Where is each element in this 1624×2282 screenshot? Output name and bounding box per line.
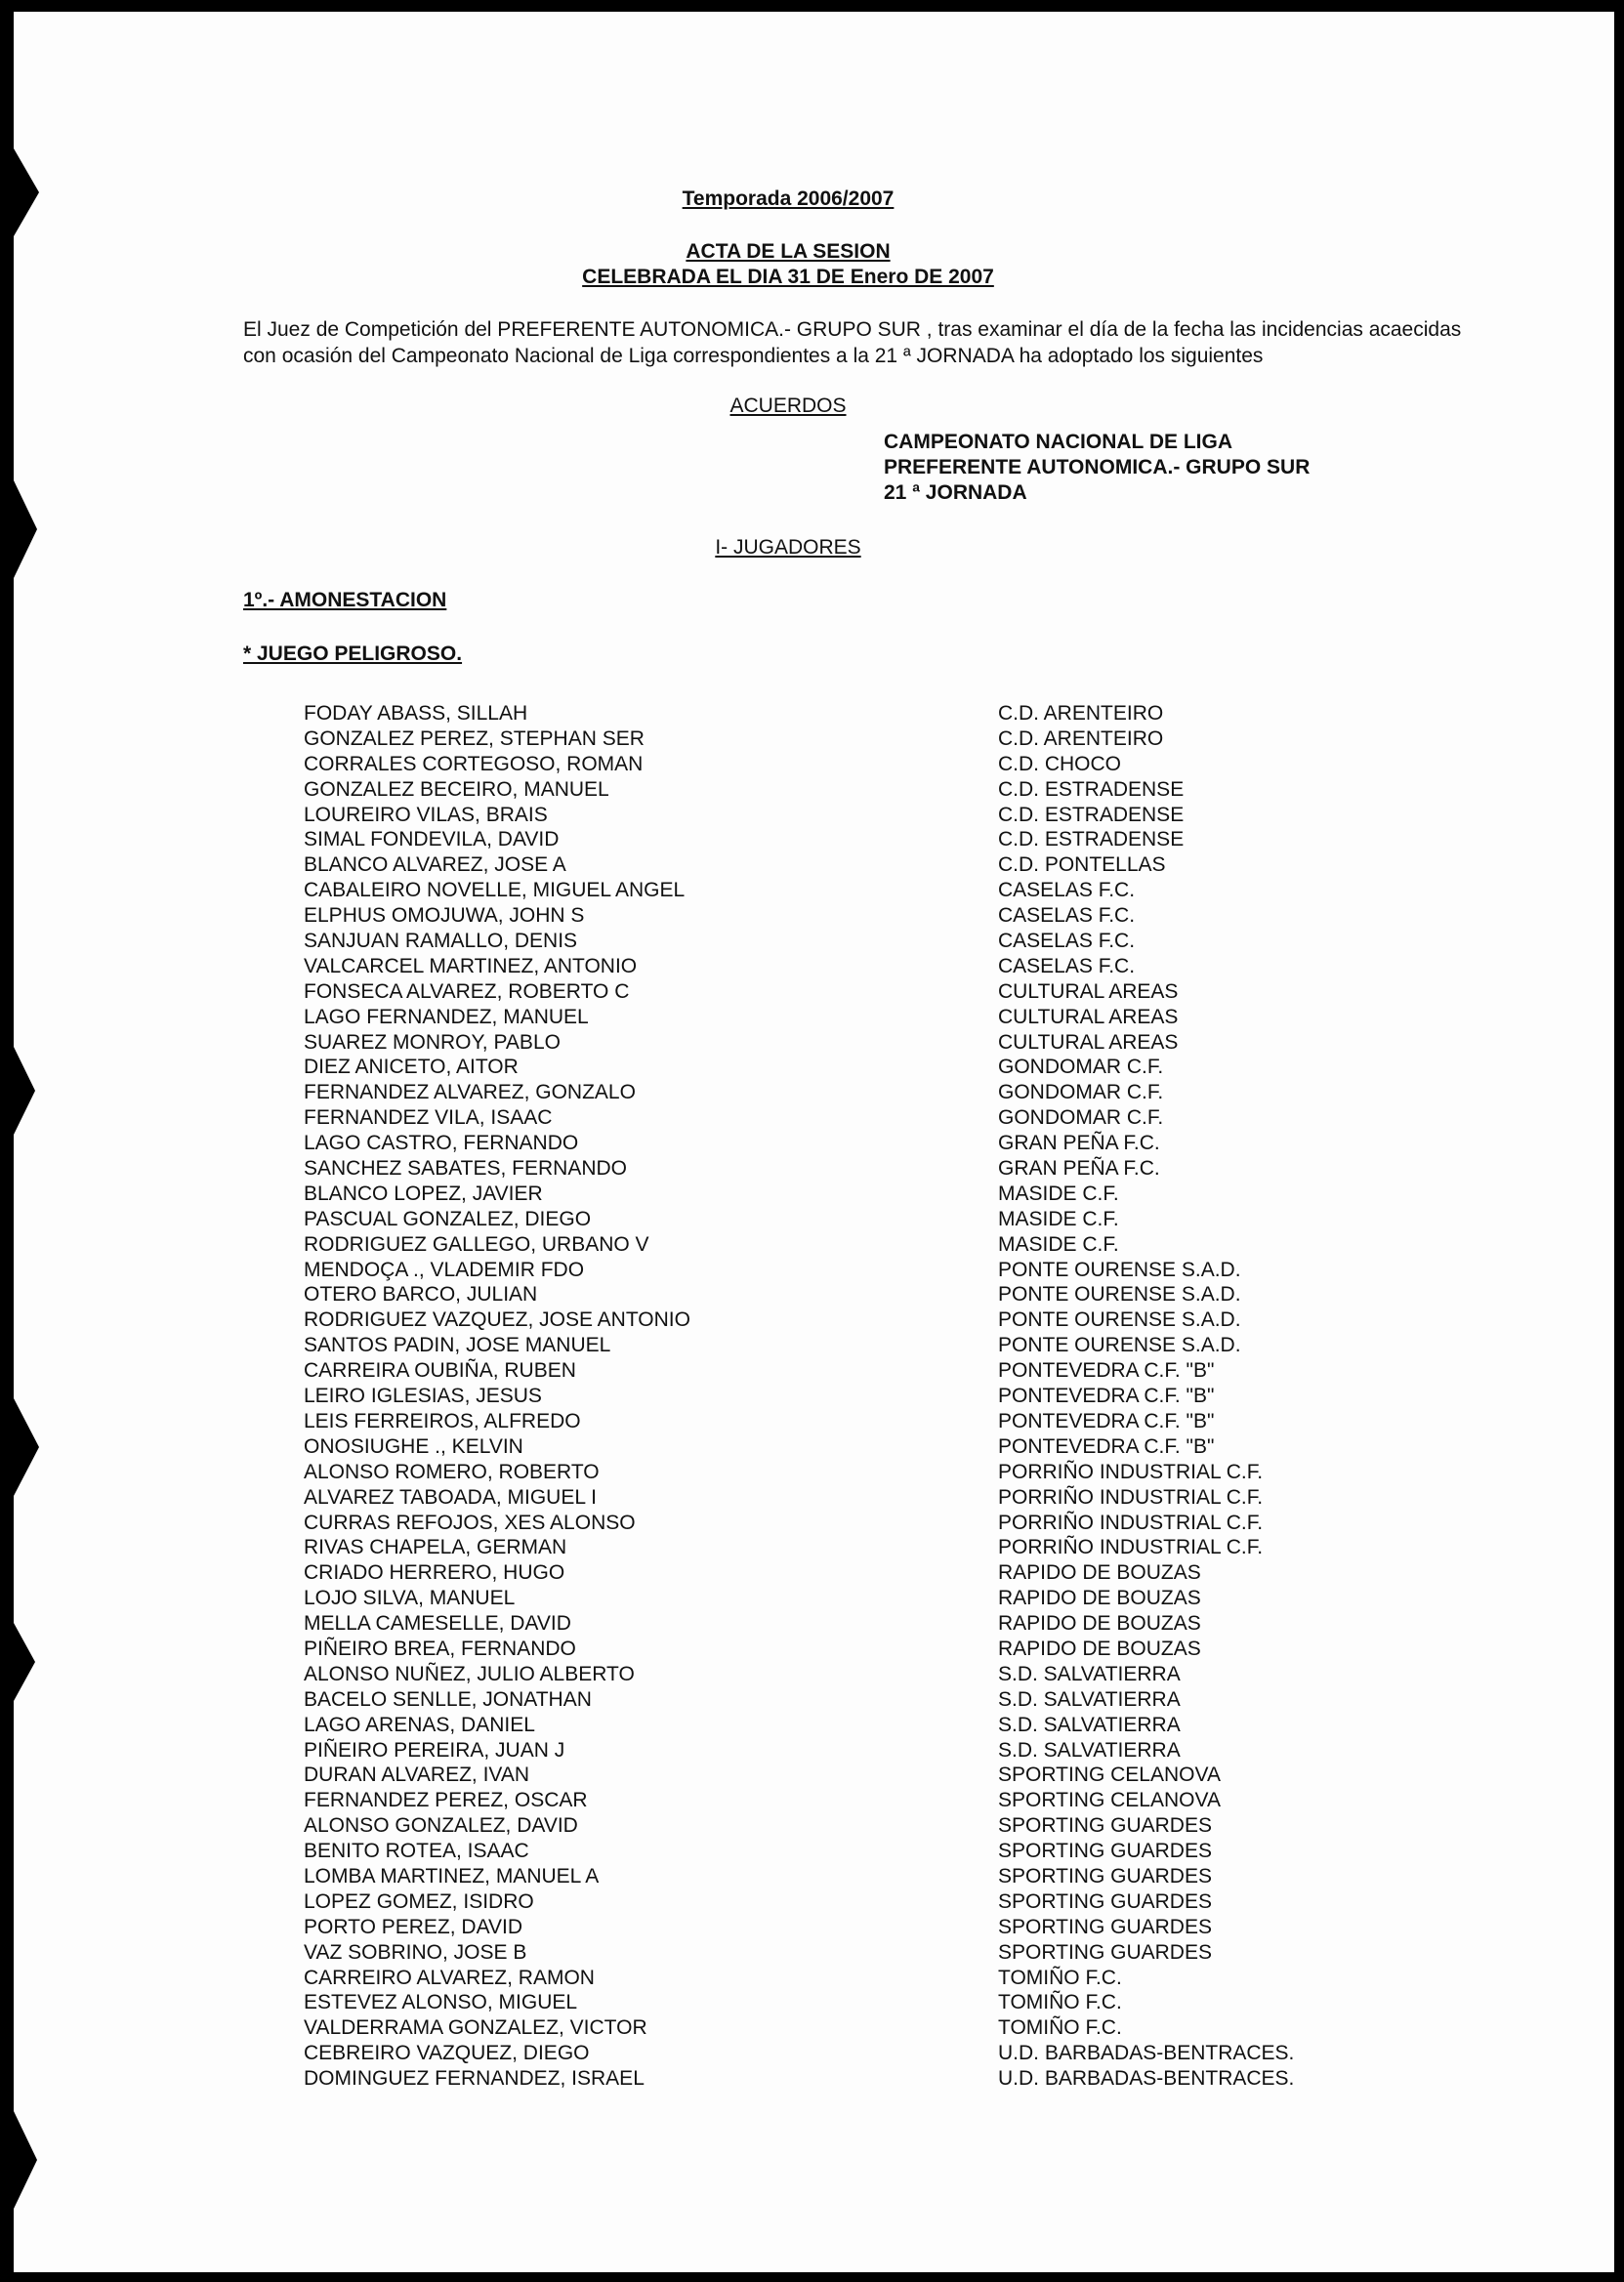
player-name: BLANCO LOPEZ, JAVIER: [304, 1182, 543, 1205]
list-item: [304, 1080, 1378, 1105]
document-page: [14, 12, 1614, 2272]
player-name: PIÑEIRO BREA, FERNANDO: [304, 1637, 576, 1660]
list-item: [304, 1813, 1378, 1839]
player-name: LOPEZ GOMEZ, ISIDRO: [304, 1889, 534, 1913]
player-name: ONOSIUGHE ., KELVIN: [304, 1434, 523, 1458]
player-club: SPORTING CELANOVA: [998, 1789, 1221, 1812]
player-name: FERNANDEZ ALVAREZ, GONZALO: [304, 1081, 636, 1104]
list-item: [304, 1637, 1378, 1662]
list-item: [304, 2066, 1378, 2092]
player-list: [304, 701, 1378, 2092]
player-club: MASIDE C.F.: [998, 1207, 1119, 1230]
list-item: [304, 1738, 1378, 1763]
list-item: [304, 1182, 1378, 1207]
list-item: [304, 1030, 1378, 1056]
player-name: FERNANDEZ VILA, ISAAC: [304, 1106, 553, 1130]
player-club: S.D. SALVATIERRA: [998, 1662, 1181, 1685]
player-club: GONDOMAR C.F.: [998, 1081, 1164, 1104]
player-club: PONTE OURENSE S.A.D.: [998, 1258, 1241, 1281]
player-club: PONTEVEDRA C.F. "B": [998, 1409, 1215, 1432]
player-club: SPORTING GUARDES: [998, 1889, 1212, 1913]
player-name: FERNANDEZ PEREZ, OSCAR: [304, 1789, 588, 1812]
player-club: CASELAS F.C.: [998, 879, 1136, 902]
player-club: SPORTING GUARDES: [998, 1840, 1212, 1863]
list-item: [304, 1232, 1378, 1258]
torn-edge: [14, 2111, 37, 2209]
player-name: BLANCO ALVAREZ, JOSE A: [304, 853, 566, 877]
player-name: VAZ SOBRINO, JOSE B: [304, 1940, 527, 1964]
reason-title: * JUEGO PELIGROSO.: [243, 643, 463, 665]
player-name: FONSECA ALVAREZ, ROBERTO C: [304, 979, 630, 1003]
player-name: SANTOS PADIN, JOSE MANUEL: [304, 1334, 611, 1357]
torn-edge: [14, 1047, 35, 1135]
player-name: ELPHUS OMOJUWA, JOHN S: [304, 904, 585, 928]
player-club: PONTE OURENSE S.A.D.: [998, 1283, 1241, 1307]
list-item: [304, 1864, 1378, 1889]
player-club: MASIDE C.F.: [998, 1232, 1119, 1256]
player-name: PORTO PEREZ, DAVID: [304, 1915, 523, 1938]
player-name: ALVAREZ TABOADA, MIGUEL I: [304, 1485, 597, 1509]
list-item: [304, 1586, 1378, 1611]
list-item: [304, 1535, 1378, 1560]
player-name: GONZALEZ PEREZ, STEPHAN SER: [304, 726, 645, 750]
player-name: LAGO FERNANDEZ, MANUEL: [304, 1005, 589, 1028]
player-name: BENITO ROTEA, ISAAC: [304, 1840, 529, 1863]
player-club: CASELAS F.C.: [998, 954, 1136, 977]
player-club: GRAN PEÑA F.C.: [998, 1132, 1160, 1155]
player-club: S.D. SALVATIERRA: [998, 1713, 1181, 1736]
list-item: [304, 1485, 1378, 1511]
player-name: DOMINGUEZ FERNANDEZ, ISRAEL: [304, 2067, 645, 2091]
player-club: TOMIÑO F.C.: [998, 2016, 1122, 2040]
player-name: ALONSO GONZALEZ, DAVID: [304, 1814, 578, 1838]
player-name: LOMBA MARTINEZ, MANUEL A: [304, 1864, 600, 1888]
player-club: CULTURAL AREAS: [998, 979, 1179, 1003]
season-title: Temporada 2006/2007: [682, 187, 895, 210]
sanction-title: 1º.- AMONESTACION: [243, 589, 447, 611]
player-club: TOMIÑO F.C.: [998, 1966, 1122, 1989]
player-club: CASELAS F.C.: [998, 904, 1136, 928]
list-item: [304, 1358, 1378, 1384]
player-club: RAPIDO DE BOUZAS: [998, 1612, 1201, 1636]
player-name: FODAY ABASS, SILLAH: [304, 702, 528, 725]
player-name: CARREIRA OUBIÑA, RUBEN: [304, 1359, 576, 1383]
list-item: [304, 1055, 1378, 1080]
player-name: PIÑEIRO PEREIRA, JUAN J: [304, 1738, 565, 1762]
list-item: [304, 903, 1378, 929]
list-item: [304, 979, 1378, 1005]
list-item: [304, 1839, 1378, 1864]
list-item: [304, 1713, 1378, 1738]
player-name: VALDERRAMA GONZALEZ, VICTOR: [304, 2016, 647, 2040]
acta-title: ACTA DE LA SESION: [686, 240, 891, 263]
player-club: MASIDE C.F.: [998, 1182, 1119, 1205]
list-item: [304, 2015, 1378, 2041]
list-item: [304, 1940, 1378, 1966]
player-name: PASCUAL GONZALEZ, DIEGO: [304, 1207, 592, 1230]
player-club: SPORTING GUARDES: [998, 1814, 1212, 1838]
competition-line-1: CAMPEONATO NACIONAL DE LIGA: [884, 431, 1233, 453]
player-name: SANCHEZ SABATES, FERNANDO: [304, 1157, 627, 1181]
list-item: [304, 752, 1378, 777]
player-name: LOUREIRO VILAS, BRAIS: [304, 803, 548, 826]
player-club: PONTEVEDRA C.F. "B": [998, 1434, 1215, 1458]
player-club: C.D. ARENTEIRO: [998, 726, 1164, 750]
player-club: C.D. ARENTEIRO: [998, 702, 1164, 725]
player-name: GONZALEZ BECEIRO, MANUEL: [304, 777, 609, 801]
list-item: [304, 803, 1378, 828]
list-item: [304, 1889, 1378, 1915]
player-club: CULTURAL AREAS: [998, 1005, 1179, 1028]
player-club: PORRIÑO INDUSTRIAL C.F.: [998, 1485, 1264, 1509]
list-item: [304, 1409, 1378, 1434]
player-club: GRAN PEÑA F.C.: [998, 1157, 1160, 1181]
player-name: LOJO SILVA, MANUEL: [304, 1587, 516, 1610]
player-name: SIMAL FONDEVILA, DAVID: [304, 828, 560, 851]
player-name: CRIADO HERRERO, HUGO: [304, 1561, 565, 1585]
player-name: VALCARCEL MARTINEZ, ANTONIO: [304, 954, 638, 977]
competition-block: [884, 430, 1310, 506]
player-name: CARREIRO ALVAREZ, RAMON: [304, 1966, 595, 1989]
list-item: [304, 1131, 1378, 1156]
player-name: SUAREZ MONROY, PABLO: [304, 1030, 561, 1054]
player-name: OTERO BARCO, JULIAN: [304, 1283, 538, 1307]
player-name: DIEZ ANICETO, AITOR: [304, 1056, 519, 1079]
player-club: S.D. SALVATIERRA: [998, 1738, 1181, 1762]
player-club: PONTEVEDRA C.F. "B": [998, 1359, 1215, 1383]
list-item: [304, 1915, 1378, 1940]
player-club: PORRIÑO INDUSTRIAL C.F.: [998, 1536, 1264, 1559]
list-item: [304, 954, 1378, 979]
player-club: RAPIDO DE BOUZAS: [998, 1561, 1201, 1585]
player-name: LEIRO IGLESIAS, JESUS: [304, 1385, 542, 1408]
player-club: U.D. BARBADAS-BENTRACES.: [998, 2042, 1295, 2065]
player-club: GONDOMAR C.F.: [998, 1106, 1164, 1130]
player-name: RODRIGUEZ VAZQUEZ, JOSE ANTONIO: [304, 1308, 690, 1332]
competition-line-3: 21 ª JORNADA: [884, 481, 1027, 504]
player-club: SPORTING GUARDES: [998, 1864, 1212, 1888]
player-name: ALONSO NUÑEZ, JULIO ALBERTO: [304, 1662, 635, 1685]
player-name: ALONSO ROMERO, ROBERTO: [304, 1460, 600, 1483]
list-item: [304, 1282, 1378, 1307]
player-name: CORRALES CORTEGOSO, ROMAN: [304, 752, 644, 775]
list-item: [304, 1687, 1378, 1713]
list-item: [304, 1207, 1378, 1232]
list-item: [304, 1005, 1378, 1030]
list-item: [304, 1384, 1378, 1409]
competition-line-2: PREFERENTE AUTONOMICA.- GRUPO SUR: [884, 456, 1311, 478]
list-item: [304, 1511, 1378, 1536]
list-item: [304, 1788, 1378, 1813]
torn-edge: [14, 480, 37, 578]
section-title: I- JUGADORES: [715, 536, 861, 559]
player-name: SANJUAN RAMALLO, DENIS: [304, 930, 578, 953]
list-item: [304, 1662, 1378, 1687]
list-item: [304, 1990, 1378, 2015]
list-item: [304, 929, 1378, 954]
list-item: [304, 1156, 1378, 1182]
player-club: C.D. ESTRADENSE: [998, 803, 1185, 826]
player-club: PORRIÑO INDUSTRIAL C.F.: [998, 1511, 1264, 1534]
acuerdos-heading: ACUERDOS: [729, 394, 847, 417]
player-name: ESTEVEZ ALONSO, MIGUEL: [304, 1991, 578, 2014]
list-item: [304, 1105, 1378, 1131]
torn-edge: [14, 1623, 35, 1701]
player-club: GONDOMAR C.F.: [998, 1056, 1164, 1079]
player-name: LEIS FERREIROS, ALFREDO: [304, 1409, 581, 1432]
intro-paragraph: El Juez de Competición del PREFERENTE AUTONOMICA.- GRUPO SUR , tras examinar el día de la fecha las incidencias acaecidas con ocasión del Campeonato Nacional de Liga correspondientes a la 21 ª JORNADA ha adoptado los siguientes: [243, 318, 1462, 367]
list-item: [304, 2041, 1378, 2066]
player-name: RIVAS CHAPELA, GERMAN: [304, 1536, 567, 1559]
player-club: C.D. ESTRADENSE: [998, 777, 1185, 801]
list-item: [304, 878, 1378, 903]
player-name: MELLA CAMESELLE, DAVID: [304, 1612, 571, 1636]
list-item: [304, 701, 1378, 726]
player-club: S.D. SALVATIERRA: [998, 1687, 1181, 1711]
list-item: [304, 1434, 1378, 1460]
player-club: PONTEVEDRA C.F. "B": [998, 1385, 1215, 1408]
player-club: PORRIÑO INDUSTRIAL C.F.: [998, 1460, 1264, 1483]
player-club: PONTE OURENSE S.A.D.: [998, 1334, 1241, 1357]
list-item: [304, 726, 1378, 752]
list-item: [304, 1560, 1378, 1586]
player-name: LAGO CASTRO, FERNANDO: [304, 1132, 579, 1155]
player-club: RAPIDO DE BOUZAS: [998, 1587, 1201, 1610]
list-item: [304, 777, 1378, 803]
player-club: C.D. ESTRADENSE: [998, 828, 1185, 851]
list-item: [304, 1966, 1378, 1991]
player-name: LAGO ARENAS, DANIEL: [304, 1713, 535, 1736]
player-name: CEBREIRO VAZQUEZ, DIEGO: [304, 2042, 590, 2065]
list-item: [304, 1307, 1378, 1333]
player-club: C.D. CHOCO: [998, 752, 1121, 775]
list-item: [304, 1333, 1378, 1358]
list-item: [304, 1611, 1378, 1637]
list-item: [304, 827, 1378, 852]
player-club: SPORTING CELANOVA: [998, 1763, 1221, 1787]
player-name: BACELO SENLLE, JONATHAN: [304, 1687, 592, 1711]
player-club: SPORTING GUARDES: [998, 1940, 1212, 1964]
player-name: RODRIGUEZ GALLEGO, URBANO V: [304, 1232, 649, 1256]
player-club: PONTE OURENSE S.A.D.: [998, 1308, 1241, 1332]
player-club: SPORTING GUARDES: [998, 1915, 1212, 1938]
player-name: MENDOÇA ., VLADEMIR FDO: [304, 1258, 585, 1281]
player-club: CULTURAL AREAS: [998, 1030, 1179, 1054]
player-club: RAPIDO DE BOUZAS: [998, 1637, 1201, 1660]
list-item: [304, 852, 1378, 878]
acta-date: CELEBRADA EL DIA 31 DE Enero DE 2007: [582, 266, 994, 288]
list-item: [304, 1763, 1378, 1788]
list-item: [304, 1258, 1378, 1283]
player-club: CASELAS F.C.: [998, 930, 1136, 953]
torn-edge: [14, 1398, 39, 1496]
list-item: [304, 1460, 1378, 1485]
player-club: TOMIÑO F.C.: [998, 1991, 1122, 2014]
player-club: U.D. BARBADAS-BENTRACES.: [998, 2067, 1295, 2091]
player-name: CURRAS REFOJOS, XES ALONSO: [304, 1511, 636, 1534]
player-club: C.D. PONTELLAS: [998, 853, 1166, 877]
player-name: DURAN ALVAREZ, IVAN: [304, 1763, 530, 1787]
player-name: CABALEIRO NOVELLE, MIGUEL ANGEL: [304, 879, 686, 902]
